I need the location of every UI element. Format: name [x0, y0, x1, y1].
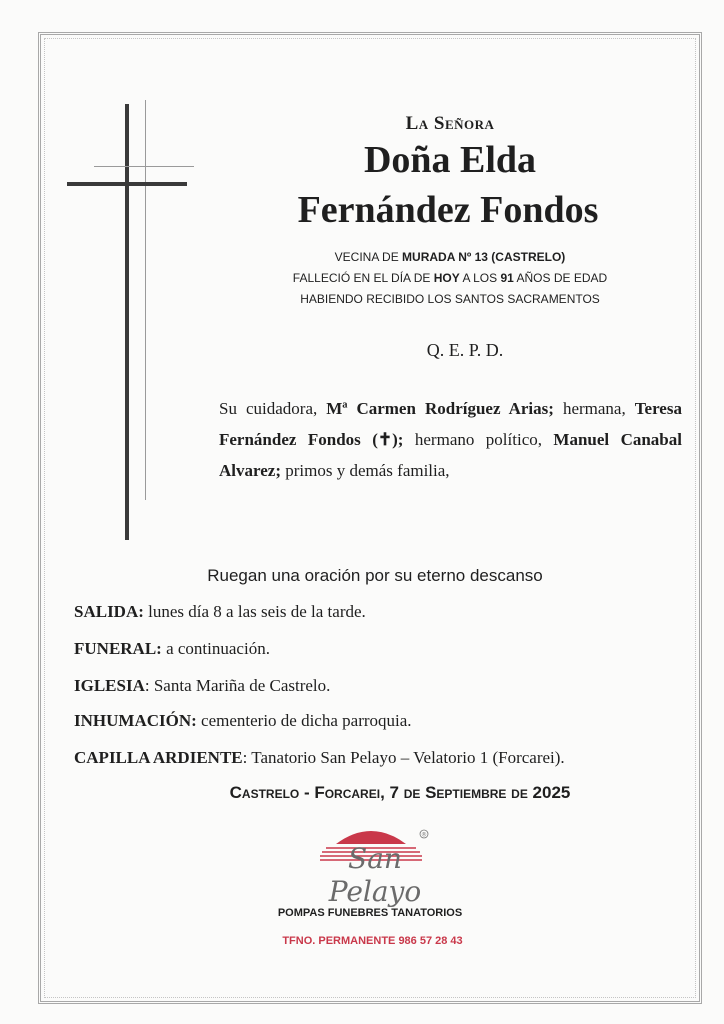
detail-salida: SALIDA: lunes día 8 a las seis de la tarde.	[74, 602, 366, 621]
deceased-name-line2: Fernández Fondos	[297, 189, 599, 231]
detail-funeral: FUNERAL: a continuación.	[74, 639, 270, 658]
logo-wordmark: San Pelayo	[328, 842, 422, 908]
prayer-request: Ruegan una oración por su eterno descanso	[207, 566, 543, 585]
detail-inhumacion: INHUMACIÓN: cementerio de dicha parroquia.	[74, 711, 412, 730]
deceased-name-line1: Doña Elda	[363, 139, 537, 181]
detail-iglesia: IGLESIA: Santa Mariña de Castrelo.	[74, 676, 331, 695]
residence-line: VECINA DE MURADA Nº 13 (CASTRELO)	[334, 250, 566, 264]
death-line: FALLECIÓ EN EL DÍA DE HOY A LOS 91 AÑOS DE EDAD	[292, 271, 608, 285]
company-phone: TFNO. PERMANENTE 986 57 28 43	[282, 935, 463, 947]
sacraments-line: HABIENDO RECIBIDO LOS SANTOS SACRAMENTOS	[300, 292, 600, 306]
deceased-cross-icon: ✝	[377, 430, 393, 449]
registered-mark: ®	[421, 831, 427, 839]
family-paragraph: Su cuidadora, Mª Carmen Rodríguez Arias; hermana, Teresa Fernández Fondos (✝); hermano político, Manuel Canabal Alvarez; primos y demás familia,	[219, 399, 682, 480]
salutation: La Señora	[405, 113, 495, 134]
qepd: Q. E. P. D.	[426, 340, 504, 360]
place-date: Castrelo - Forcarei, 7 de Septiembre de 2025	[229, 783, 571, 802]
detail-capilla: CAPILLA ARDIENTE: Tanatorio San Pelayo – Velatorio 1 (Forcarei).	[74, 748, 565, 767]
company-tagline: POMPAS FUNEBRES TANATORIOS	[277, 907, 463, 919]
